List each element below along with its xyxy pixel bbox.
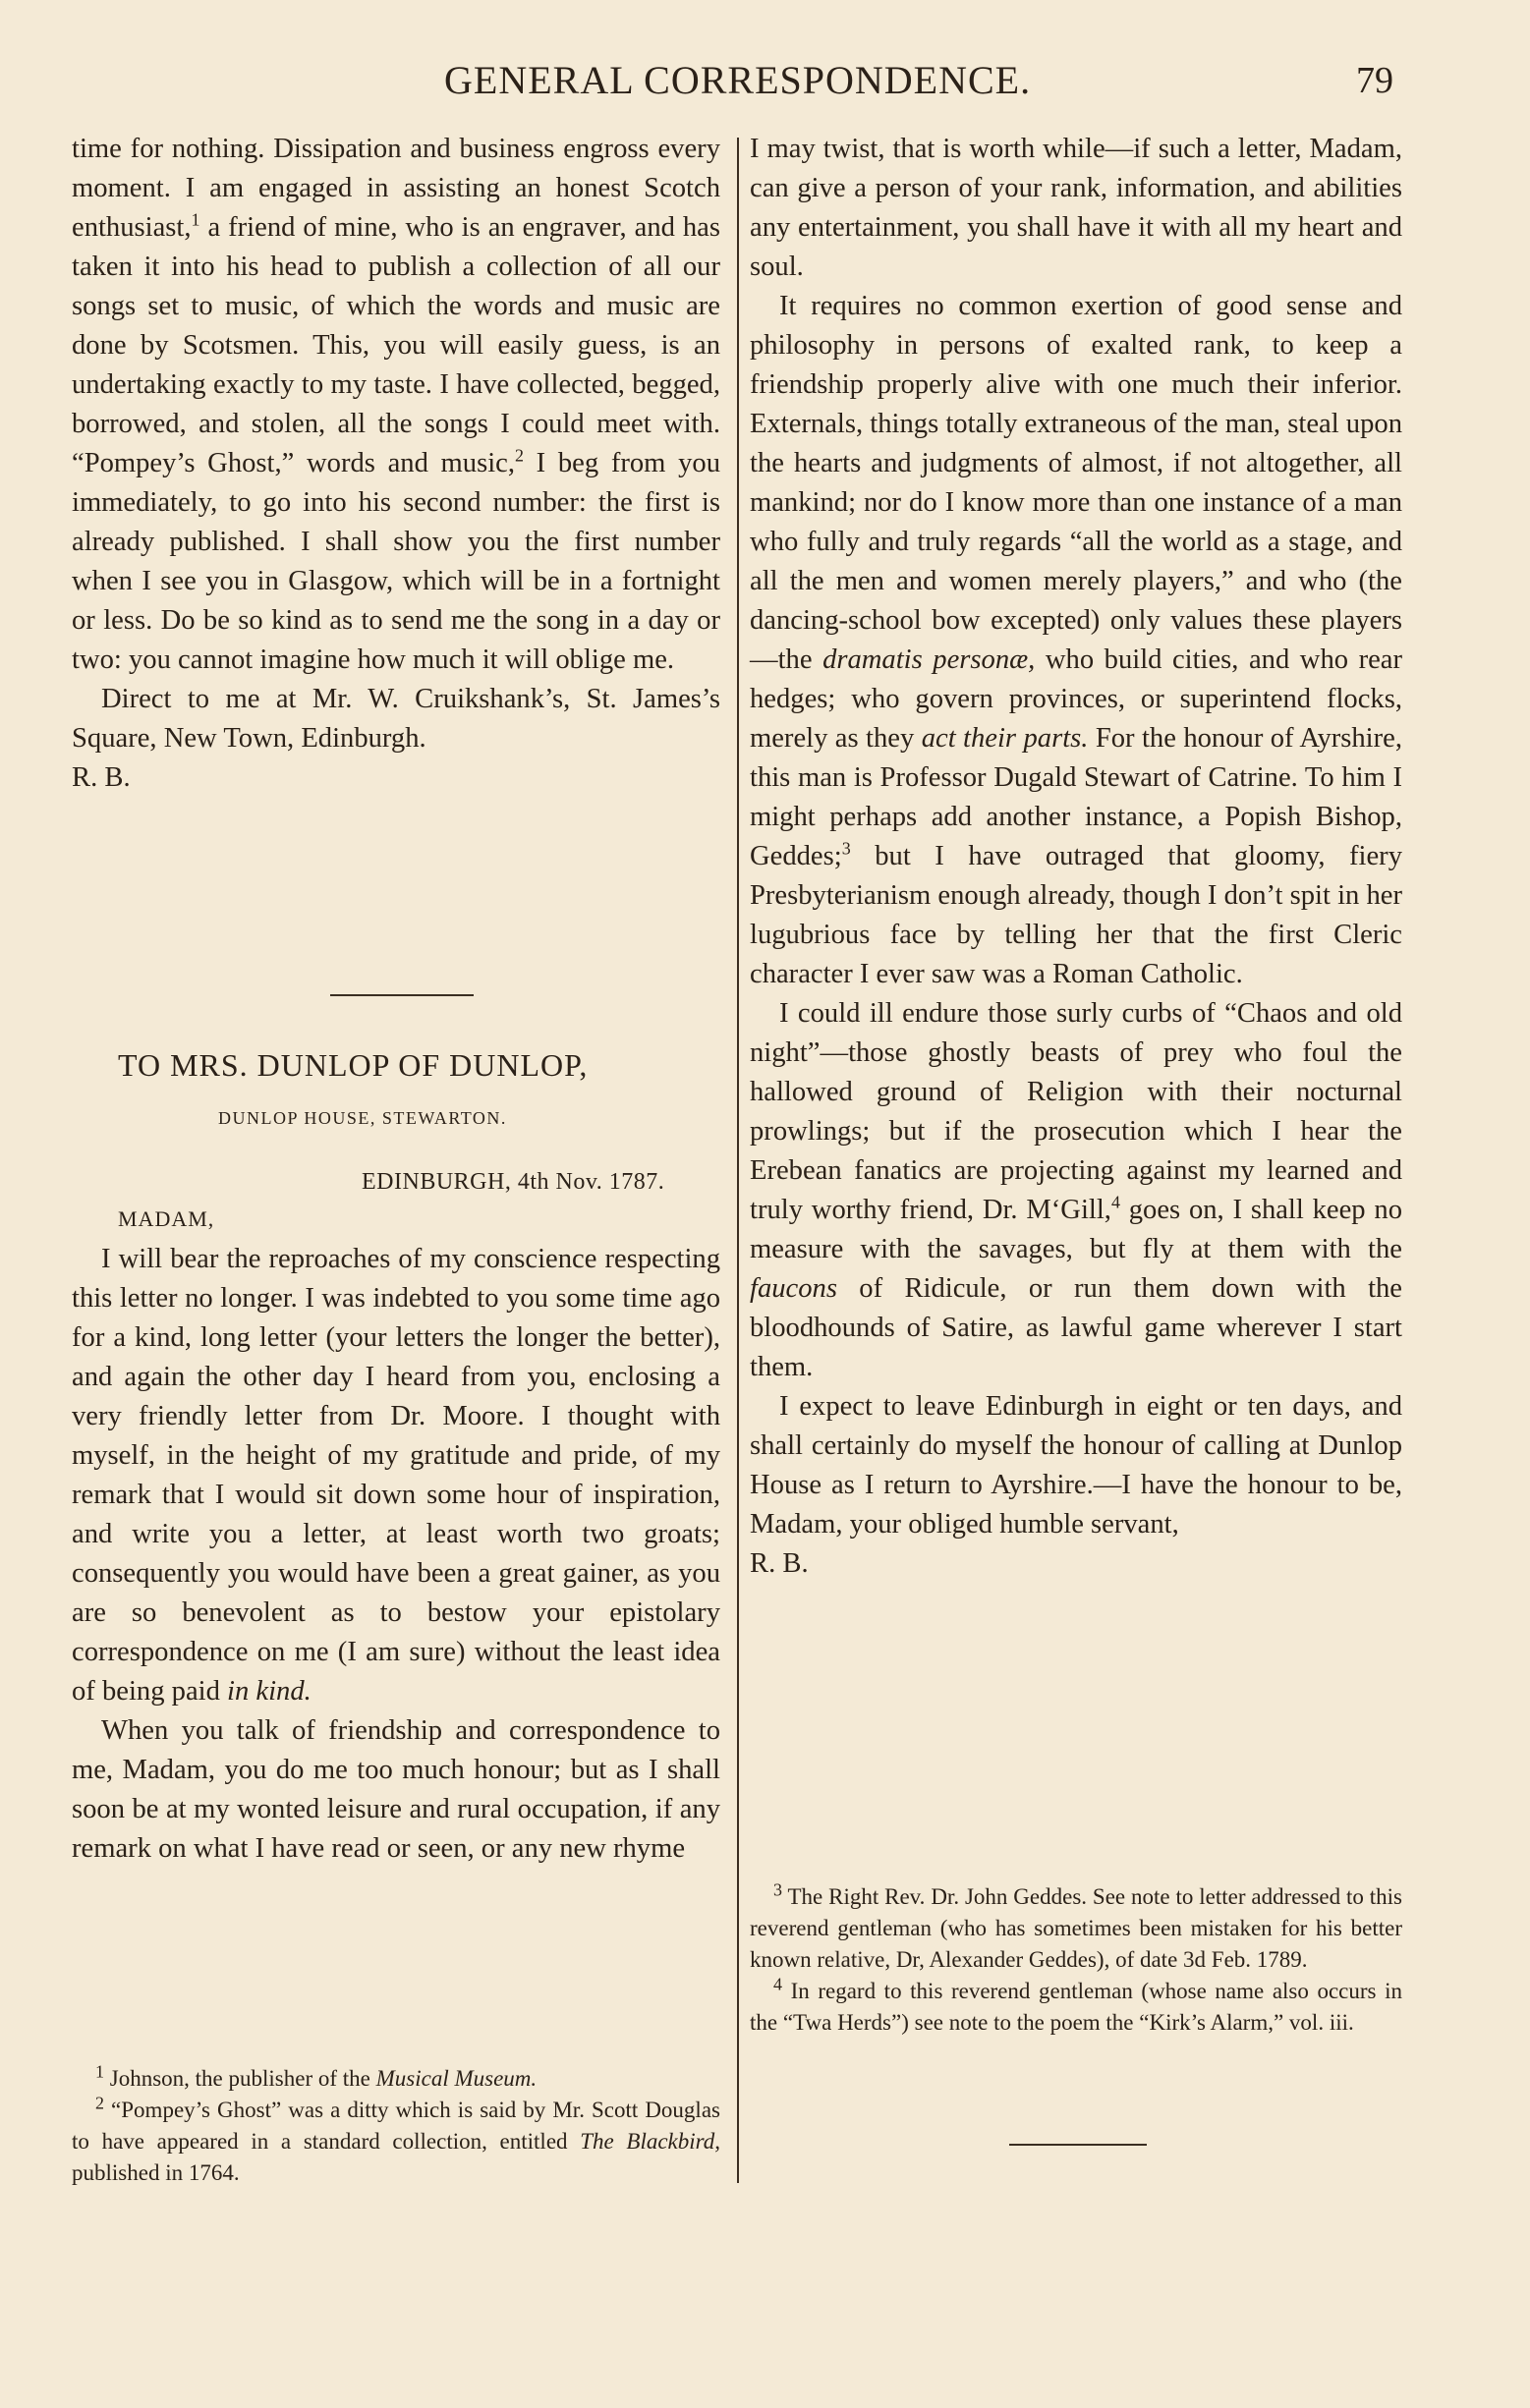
running-head	[0, 57, 1530, 116]
p4-text-a: I could ill endure those surly curbs of “Chaos and old night”—those ghostly beasts of prey who foul the hallowed ground of Religion with their nocturnal prowlings; but if the prosecution which I hear the Erebean fanatics are projecting against my learned and truly worthy friend, Dr. M‘Gill,	[750, 998, 1402, 1225]
footnote-1-italic: Musical Museum.	[375, 2066, 538, 2091]
page-number: 79	[1356, 60, 1393, 101]
letter-paragraph-5: I expect to leave Edinburgh in eight or ten days, and shall certainly do myself the honour of calling at Dunlop House as I return to Ayrshire.—I have the honour to be, Madam, your obliged humble servant,	[750, 1391, 1402, 1540]
letter-paragraph-3	[750, 287, 1402, 994]
running-title: GENERAL CORRESPONDENCE.	[444, 58, 1032, 102]
right-column	[750, 130, 1402, 1584]
p1-italic: in kind.	[227, 1676, 312, 1707]
footnote-1	[72, 2063, 720, 2095]
letter-subheading: DUNLOP HOUSE, STEWARTON.	[218, 1108, 507, 1128]
p3-italic-2: act their parts.	[921, 723, 1089, 754]
continuation-text-2: a friend of mine, who is an engraver, and has taken it into his head to publish a collection of all our songs set to music, of which the words and music are done by Scotsmen. This, you will easily guess, is an undertaking exactly to my taste. I have collected, begged, borrowed, and stolen, all the songs I could meet with. “Pompey’s Ghost,” words and music,	[72, 212, 720, 478]
footnote-3-number: 3	[773, 1879, 782, 1900]
continuation-paragraph	[72, 130, 720, 680]
letter-divider	[330, 994, 474, 996]
direct-paragraph: Direct to me at Mr. W. Cruikshank’s, St. James’s Square, New Town, Edinburgh.	[72, 684, 720, 754]
footnote-2-number: 2	[95, 2093, 104, 2113]
footnote-4	[750, 1976, 1402, 2039]
p3-italic-1: dramatis personæ,	[822, 644, 1036, 675]
footnote-4-text: In regard to this reverend gentleman (whose name also occurs in the “Twa Herds”) see note to the poem the “Kirk’s Alarm,” vol. iii.	[750, 1979, 1402, 2035]
letter-paragraph-2: When you talk of friendship and correspondence to me, Madam, you do me too much honour; but as I shall soon be at my wonted leisure and rural occupation, if any remark on what I have read or seen, or any new rhyme	[72, 1715, 720, 1864]
footnote-2-text: “Pompey’s Ghost” was a ditty which is said by Mr. Scott Douglas to have appeared in a standard collection, entitled	[72, 2098, 720, 2154]
p4-text-c: of Ridicule, or run them down with the bloodhounds of Satire, as lawful game wherever I start them.	[750, 1273, 1402, 1382]
footnote-1-number: 1	[95, 2061, 104, 2082]
continuation-text-3: I beg from you immediately, to go into his second number: the first is already published. I shall show you the first number when I see you in Glasgow, which will be in a fortnight or less. Do be so kind as to send me the song in a day or two: you cannot imagine how much it will oblige me.	[72, 448, 720, 675]
p3-text-d: but I have outraged that gloomy, fiery Presbyterianism enough already, though I don’t spit in her lugubrious face by telling her that the first Cleric character I ever saw was a Roman Catholic.	[750, 841, 1402, 989]
letter-heading: TO MRS. DUNLOP OF DUNLOP,	[118, 1047, 589, 1083]
footnote-ref-2[interactable]: 2	[515, 445, 524, 466]
footnote-2-tail: published in 1764.	[72, 2160, 240, 2185]
continuation-text-1: time for nothing. Dissipation and business engross every moment. I am engaged in assisting an honest Scotch enthusiast,	[72, 134, 720, 243]
p1-text: I will bear the reproaches of my conscience respecting this letter no longer. I was indebted to you some time ago for a kind, long letter (your letters the longer the better), and again the other day I heard from you, enclosing a very friendly letter from Dr. Moore. I thought with myself, in the height of my gratitude and pride, of my remark that I would sit down some hour of inspiration, and write you a letter, at least worth two groats; consequently you would have been a great gainer, as you are so benevolent as to bestow your epistolary correspondence on me (I am sure) without the least idea of being paid	[72, 1244, 720, 1707]
letter-paragraph-4	[750, 994, 1402, 1387]
footnotes-right	[750, 1881, 1402, 2039]
p3-text-a: It requires no common exertion of good sense and philosophy in persons of exalted rank, to keep a friendship properly alive with one much their inferior. Externals, things totally extraneous of the man, steal upon the hearts and judgments of almost, if not altogether, all mankind; nor do I know more than one instance of a man who fully and truly regards “all the world as a stage, and all the men and women merely players,” and who (the dancing-school bow excepted) only values these players—the	[750, 291, 1402, 675]
left-column-continuation	[72, 130, 720, 798]
footnote-2	[72, 2095, 720, 2189]
footnote-3	[750, 1881, 1402, 1976]
end-rule	[1009, 2144, 1147, 2146]
footnote-ref-1[interactable]: 1	[191, 209, 200, 230]
p4-text-b: goes on, I shall keep no measure with the savages, but fly at them with the	[750, 1195, 1402, 1264]
column-divider	[737, 138, 739, 2183]
dateline: EDINBURGH, 4th Nov. 1787.	[362, 1169, 665, 1195]
p3-text-b: who build cities, and who rear hedges; who govern provinces, or superintend flocks, merely as they	[750, 644, 1402, 754]
footnotes-left	[72, 2063, 720, 2189]
signature-first: R. B.	[72, 762, 131, 793]
footnote-2-italic: The Blackbird,	[580, 2129, 720, 2154]
footnote-3-text: The Right Rev. Dr. John Geddes. See note to letter addressed to this reverend gentleman (who has sometimes been mistaken for his better known relative, Dr, Alexander Geddes), of date 3d Feb. 1789.	[750, 1884, 1402, 1972]
footnote-1-text: Johnson, the publisher of the	[104, 2066, 376, 2091]
p3-text-c: For the honour of Ayrshire, this man is Professor Dugald Stewart of Catrine. To him I might perhaps add another instance, a Popish Bishop, Geddes;	[750, 723, 1402, 871]
signature-second: R. B.	[750, 1548, 809, 1579]
footnote-4-number: 4	[773, 1974, 782, 1994]
p4-italic: faucons	[750, 1273, 837, 1304]
footnote-ref-4[interactable]: 4	[1110, 1192, 1120, 1212]
letter-body-left	[72, 1240, 720, 1869]
letter-paragraph-1	[72, 1240, 720, 1711]
footnote-ref-3[interactable]: 3	[841, 838, 851, 859]
salutation: MADAM,	[118, 1206, 215, 1231]
letter-paragraph-2-cont: I may twist, that is worth while—if such a letter, Madam, can give a person of your rank, information, and abilities any entertainment, you shall have it with all my heart and soul.	[750, 134, 1402, 282]
